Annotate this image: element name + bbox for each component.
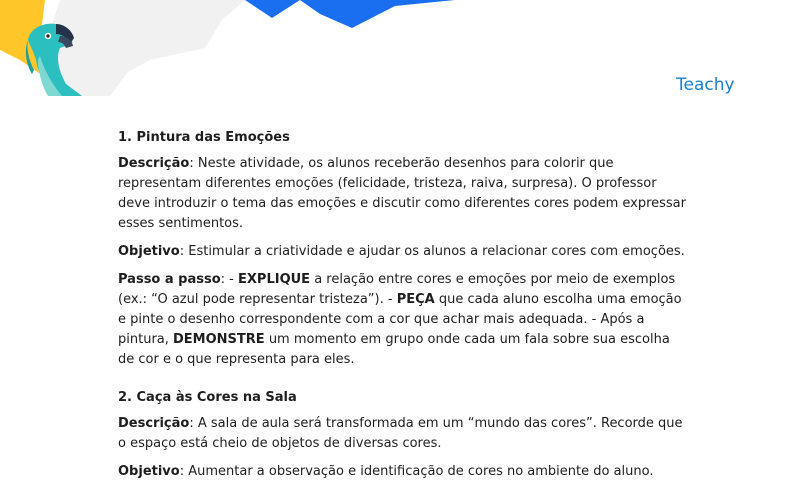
objective-label: Objetivo xyxy=(118,464,180,479)
activity-section-2 xyxy=(118,388,688,482)
steps-emphasis: PEÇA xyxy=(396,292,435,307)
section-title: 1. Pintura das Emoções xyxy=(118,130,290,145)
blue-decor-shape-1 xyxy=(245,0,300,18)
objective-paragraph xyxy=(118,242,688,262)
description-text: : A sala de aula será transformada em um “mundo das cores”. Recorde que o espaço está cheio de objetos de diversas cores. xyxy=(118,416,683,451)
objective-text: : Estimular a criatividade e ajudar os alunos a relacionar cores com emoções. xyxy=(179,244,685,259)
steps-text: que cada aluno escolha uma emoção e pinte o desenho correspondente com a cor que achar mais adequada. - Após a pintura, xyxy=(118,292,682,347)
steps-emphasis: DEMONSTRE xyxy=(173,332,265,347)
steps-text: a relação entre cores e emoções por meio de exemplos (ex.: “O azul pode representar tristeza”). - xyxy=(118,272,676,307)
steps-text: : - xyxy=(220,272,239,287)
description-paragraph xyxy=(118,414,688,454)
blue-decor-shape-2 xyxy=(300,0,455,28)
brand-label: Teachy xyxy=(676,75,735,95)
activity-section-1 xyxy=(118,128,688,370)
section-title: 2. Caça às Cores na Sala xyxy=(118,390,297,405)
steps-paragraph xyxy=(118,270,688,370)
grey-decor-shape xyxy=(40,0,245,96)
description-label: Descrição xyxy=(118,156,190,171)
objective-label: Objetivo xyxy=(118,244,180,259)
steps-emphasis: EXPLIQUE xyxy=(238,272,311,287)
description-text: : Neste atividade, os alunos receberão desenhos para colorir que representam diferentes emoções (felicidade, tristeza, raiva, surpresa). O professor deve introduzir o tema das emoções e discutir como diferentes cores podem expressar esses sentimentos. xyxy=(118,156,686,231)
objective-paragraph xyxy=(118,462,688,482)
description-paragraph xyxy=(118,154,688,234)
steps-label: Passo a passo xyxy=(118,272,221,287)
steps-text: um momento em grupo onde cada um fala sobre sua escolha de cor e o que representa para eles. xyxy=(118,332,670,367)
document-body xyxy=(118,128,688,490)
objective-text: : Aumentar a observação e identificação de cores no ambiente do aluno. xyxy=(179,464,654,479)
description-label: Descrição xyxy=(118,416,190,431)
